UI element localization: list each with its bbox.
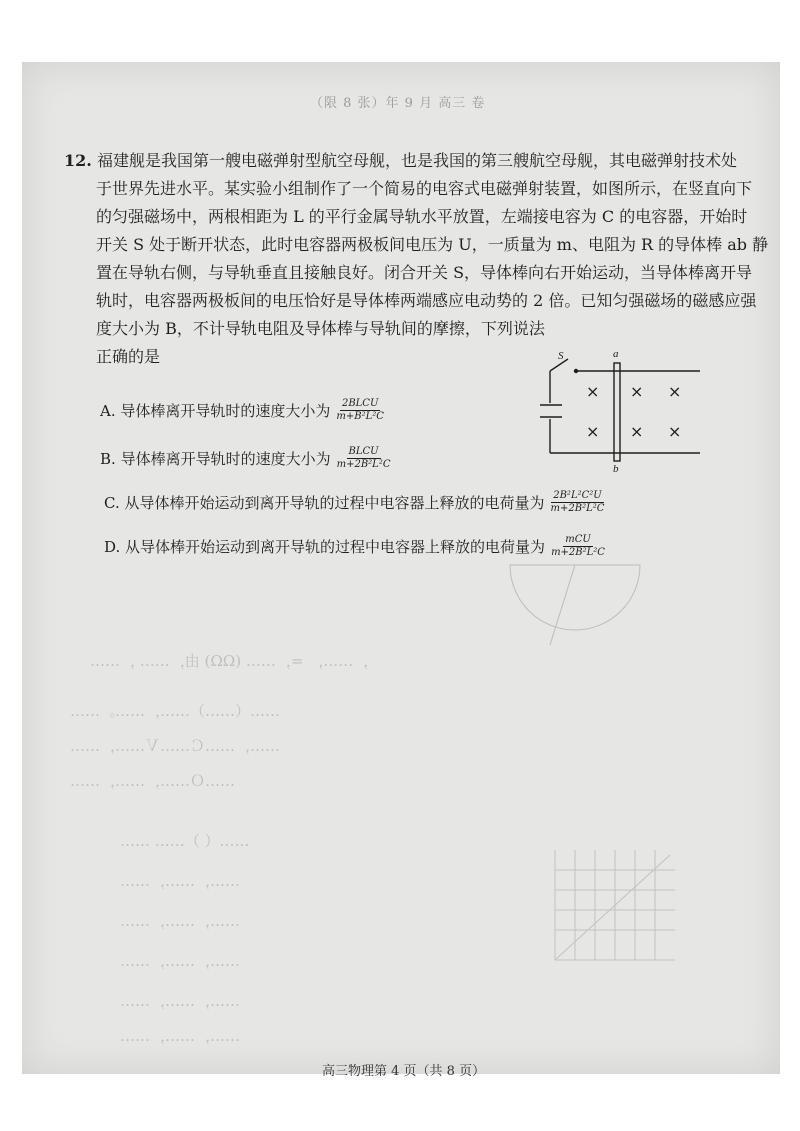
fraction-denominator: m+2B²L²C xyxy=(550,503,605,514)
field-cross: × xyxy=(668,422,682,441)
question-text: 的匀强磁场中，两根相距为 L 的平行金属导轨水平放置，左端接电容为 C 的电容器，开始时 xyxy=(96,207,748,226)
option-fraction xyxy=(549,534,607,559)
question-text: 轨时，电容器两极板间的电压恰好是导体棒两端感应电动势的 2 倍。已知匀强磁场的磁感应强 xyxy=(96,291,757,310)
fraction-numerator: mCU xyxy=(565,534,591,545)
bleed-through-text: ……（ ）…… …… xyxy=(120,832,250,850)
conductor-rod xyxy=(614,363,620,461)
option-b[interactable] xyxy=(100,446,392,471)
switch-label: S xyxy=(558,350,564,362)
fraction-numerator: 2BLCU xyxy=(341,398,379,409)
bleed-through-text: ……，……，…… xyxy=(120,912,241,930)
option-d[interactable] xyxy=(104,534,607,559)
bleed-through-text: ……，……，…… xyxy=(120,1027,241,1045)
field-cross: × xyxy=(630,382,644,401)
option-text: 从导体棒开始运动到离开导轨的过程中电容器上释放的电荷量为 xyxy=(125,538,546,556)
option-label: C. xyxy=(104,493,120,512)
bleed-through-semicircle xyxy=(505,560,645,650)
question-text: 于世界先进水平。某实验小组制作了一个简易的电容式电磁弹射装置，如图所示，在竖直向下 xyxy=(96,179,753,198)
fraction-numerator: BLCU xyxy=(348,446,379,457)
bleed-through-text: ……Ｏ……，……，…… xyxy=(70,772,236,790)
option-label: D. xyxy=(104,537,121,556)
field-cross: × xyxy=(586,422,600,441)
bleed-through-text: ……，……，…… xyxy=(120,992,241,1010)
option-text: 从导体棒开始运动到离开导轨的过程中电容器上释放的电荷量为 xyxy=(124,494,545,512)
option-text: 导体棒离开导轨时的速度大小为 xyxy=(120,402,331,420)
option-text: 导体棒离开导轨时的速度大小为 xyxy=(120,450,331,468)
question-text: 福建舰是我国第一艘电磁弹射型航空母舰，也是我国的第三艘航空母舰，其电磁弹射技术处 xyxy=(96,151,737,170)
option-fraction xyxy=(335,446,393,471)
bleed-through-graph xyxy=(545,840,685,970)
question-line-1 xyxy=(64,148,737,171)
bleed-through-text: ……，……，…… xyxy=(120,872,241,890)
circuit-diagram xyxy=(540,345,710,475)
option-a[interactable] xyxy=(100,398,386,423)
rod-bottom-label: b xyxy=(613,463,619,475)
question-number: 12. xyxy=(64,151,92,170)
field-cross: × xyxy=(668,382,682,401)
switch-contact xyxy=(575,370,578,373)
option-label: B. xyxy=(100,449,116,468)
bleed-through-text: ……（……）……，……。…… xyxy=(70,702,281,720)
question-text: 度大小为 B，不计导轨电阻及导体棒与导轨间的摩擦，下列说法 xyxy=(96,319,545,338)
option-c[interactable] xyxy=(104,490,606,515)
fraction-numerator: 2B²L²C²U xyxy=(553,490,602,501)
bleed-through-text: ……，……，…… xyxy=(120,952,241,970)
question-text: 正确的是 xyxy=(96,347,161,366)
field-cross: × xyxy=(586,382,600,401)
fraction-denominator: m+B²L²C xyxy=(336,411,384,422)
fraction-denominator: m+2B²L²C xyxy=(551,547,605,558)
option-fraction xyxy=(334,398,386,423)
field-cross: × xyxy=(630,422,644,441)
bleed-through-text: ……，……Ｃ……Ｖ……，…… xyxy=(70,737,281,755)
option-fraction xyxy=(549,490,607,515)
rod-top-label: a xyxy=(613,348,619,360)
bleed-through-text: ，……， =，…… (ΩΩ) 由，…… ，…… xyxy=(90,652,369,670)
page-header: （限 8 张）年 9 月 高三 卷 xyxy=(310,96,486,111)
question-text: 置在导轨右侧，与导轨垂直且接触良好。闭合开关 S，导体棒向右开始运动，当导体棒离开导 xyxy=(96,263,753,282)
fraction-denominator: m+2B²L²C xyxy=(336,459,391,470)
question-text: 开关 S 处于断开状态，此时电容器两极板间电压为 U，一质量为 m、电阻为 R 的导体棒 ab 静 xyxy=(96,235,769,254)
page-footer: 高三物理第 4 页（共 8 页） xyxy=(322,1064,486,1079)
option-label: A. xyxy=(100,401,116,420)
